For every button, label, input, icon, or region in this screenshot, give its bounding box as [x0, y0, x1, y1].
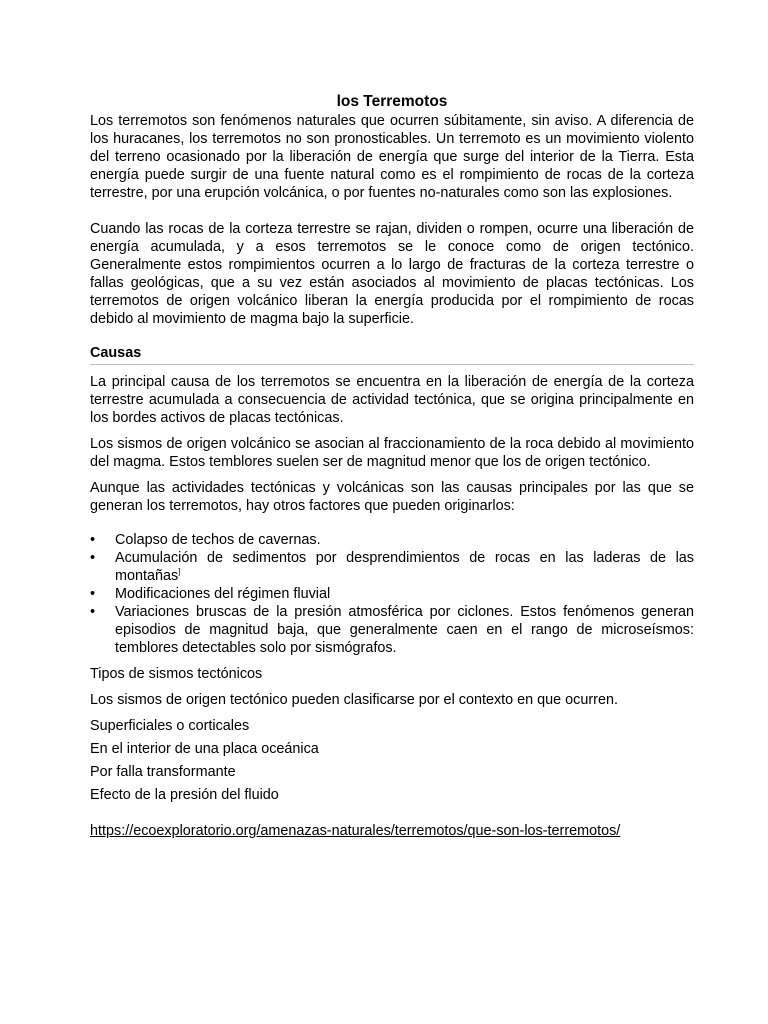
bullet-icon: •: [90, 604, 96, 620]
tectonic-type-item: En el interior de una placa oceánica: [90, 741, 319, 757]
causes-heading: Causas: [90, 344, 694, 365]
tectonic-type-item: Efecto de la presión del fluido: [90, 787, 279, 803]
causes-paragraph-2: Los sismos de origen volcánico se asocian al fraccionamiento de la roca debido al movimiento del magma. Estos temblores suelen ser de magnitud menor que los de origen tectónico.: [90, 436, 694, 470]
list-item: [90, 549, 694, 585]
factor-text: Modificaciones del régimen fluvial: [115, 586, 331, 602]
tectonic-type-item: Superficiales o corticales: [90, 718, 250, 734]
footnote-mark[interactable]: ]: [178, 567, 181, 577]
factor-text: Variaciones bruscas de la presión atmosférica por ciclones. Estos fenómenos generan episodios de magnitud baja, que generalmente caen en el rango de microseísmos: temblores detectables solo por sismógrafos.: [115, 604, 694, 656]
bullet-icon: •: [90, 586, 96, 602]
causes-paragraph-1: La principal causa de los terremotos se encuentra en la liberación de energía de la corteza terrestre acumulada a consecuencia de actividad tectónica, que se origina principalmente en los bordes activos de placas tectónicas.: [90, 374, 694, 426]
factor-text: Colapso de techos de cavernas.: [115, 532, 321, 548]
bullet-icon: •: [90, 532, 96, 548]
intro-paragraph-1: Los terremotos son fenómenos naturales que ocurren súbitamente, sin aviso. A diferencia de los huracanes, los terremotos no son pronosticables. Un terremoto es un movimiento violento del terreno ocasionado por la liberación de energía que surge del interior de la Tierra. Esta energía puede surgir de una fuente natural como es el rompimiento de rocas de la corteza terrestre, por una erupción volcánica, o por fuentes no-naturales como son las explosiones.: [90, 113, 694, 201]
intro-paragraph-2: Cuando las rocas de la corteza terrestre se rajan, dividen o rompen, ocurre una liberación de energía acumulada, y a esos terremotos se le conoce como de origen tectónico. Generalmente estos rompimientos ocurren a lo largo de fracturas de la corteza terrestre o fallas geológicas, que a su vez están asociados al movimiento de placas tectónicas. Los terremotos de origen volcánico liberan la energía producida por el rompimiento de rocas debido al movimiento de magma bajo la superficie.: [90, 221, 694, 327]
tectonic-type-item: Por falla transformante: [90, 764, 236, 780]
tectonic-types-label: Tipos de sismos tectónicos: [90, 666, 263, 682]
list-item: [90, 603, 694, 657]
factors-list: [90, 531, 694, 657]
factor-text: Acumulación de sedimentos por desprendimientos de rocas en las laderas de las montañas: [115, 550, 694, 584]
list-item: [90, 531, 694, 549]
tectonic-types-intro: Los sismos de origen tectónico pueden clasificarse por el contexto en que ocurren.: [90, 692, 618, 708]
document-title: los Terremotos: [336, 93, 448, 110]
bullet-icon: •: [90, 550, 96, 566]
causes-paragraph-3: Aunque las actividades tectónicas y volcánicas son las causas principales por las que se generan los terremotos, hay otros factores que pueden originarlos:: [90, 480, 694, 514]
list-item: [90, 585, 694, 603]
source-link[interactable]: https://ecoexploratorio.org/amenazas-naturales/terremotos/que-son-los-terremotos/: [90, 823, 621, 839]
